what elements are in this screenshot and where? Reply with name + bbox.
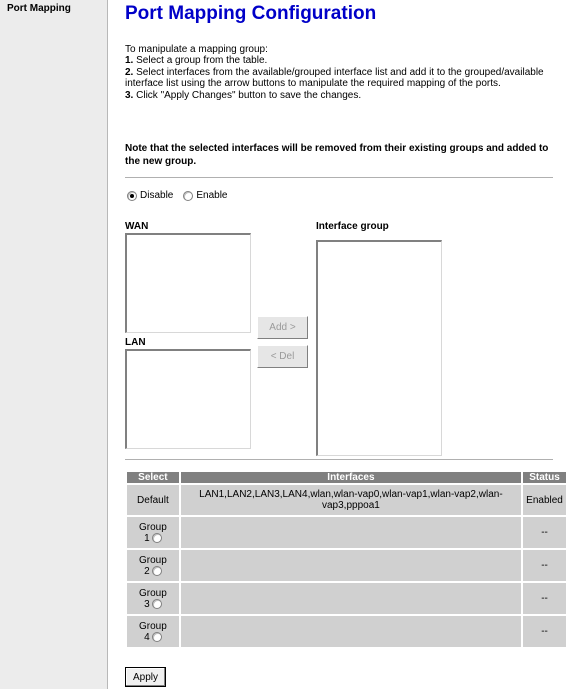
interface-group-listbox[interactable] <box>316 240 442 456</box>
step-text: Select interfaces from the available/grouped interface list and add it to the grouped/available interface list using the arrow buttons to manipulate the required mapping of the ports. <box>125 66 544 90</box>
row-status: -- <box>523 616 566 647</box>
step-number: 2. <box>125 66 134 78</box>
disable-radio[interactable] <box>127 191 137 201</box>
del-button[interactable]: < Del <box>257 345 308 368</box>
disable-option[interactable] <box>127 190 173 201</box>
add-button[interactable]: Add > <box>257 316 308 339</box>
table-header-row <box>127 472 566 483</box>
group-number: 1 <box>144 532 150 544</box>
main-content <box>108 0 568 689</box>
wan-label: WAN <box>125 221 149 232</box>
row-interfaces <box>181 616 521 647</box>
header-status: Status <box>523 472 566 483</box>
group-3-radio[interactable] <box>152 599 162 609</box>
row-interfaces: LAN1,LAN2,LAN3,LAN4,wlan,wlan-vap0,wlan-vap1,wlan-vap2,wlan-vap3,pppoa1 <box>181 485 521 515</box>
group-2-radio[interactable] <box>152 566 162 576</box>
wan-listbox[interactable] <box>125 233 251 333</box>
apply-button[interactable]: Apply <box>125 667 166 687</box>
group-4-radio[interactable] <box>152 632 162 642</box>
instruction-step-2 <box>125 67 555 90</box>
page-title: Port Mapping Configuration <box>125 3 377 24</box>
group-number: 4 <box>144 631 150 643</box>
sidebar-item-port-mapping[interactable]: Port Mapping <box>7 3 71 14</box>
row-select <box>127 583 179 614</box>
step-number: 3. <box>125 89 134 101</box>
group-label: Group <box>139 521 167 533</box>
step-text: Click "Apply Changes" button to save the changes. <box>133 89 362 101</box>
group-label: Group <box>139 587 167 599</box>
divider <box>125 177 553 178</box>
enable-label: Enable <box>196 190 228 201</box>
row-status: -- <box>523 517 566 548</box>
sidebar <box>0 0 108 689</box>
group-1-radio[interactable] <box>152 533 162 543</box>
instruction-step-3 <box>125 90 555 101</box>
lan-label: LAN <box>125 337 146 348</box>
instructions <box>125 44 555 101</box>
note-text: Note that the selected interfaces will be removed from their existing groups and added to the new group. <box>125 143 549 167</box>
row-select <box>127 616 179 647</box>
row-select <box>127 517 179 548</box>
group-number: 3 <box>144 598 150 610</box>
table-row <box>127 550 566 581</box>
table-row <box>127 616 566 647</box>
row-status: -- <box>523 583 566 614</box>
step-number: 1. <box>125 55 134 67</box>
table-row <box>127 583 566 614</box>
group-table <box>125 470 568 649</box>
row-interfaces <box>181 550 521 581</box>
enable-option[interactable] <box>183 190 227 201</box>
row-select: Default <box>127 485 179 515</box>
header-select: Select <box>127 472 179 483</box>
row-select <box>127 550 179 581</box>
group-number: 2 <box>144 565 150 577</box>
table-row <box>127 517 566 548</box>
lan-listbox[interactable] <box>125 349 251 449</box>
row-interfaces <box>181 583 521 614</box>
enable-radio[interactable] <box>183 191 193 201</box>
interface-group-label: Interface group <box>316 221 389 232</box>
group-label: Group <box>139 620 167 632</box>
step-text: Select a group from the table. <box>133 55 268 67</box>
header-interfaces: Interfaces <box>181 472 521 483</box>
disable-label: Disable <box>140 190 174 201</box>
instructions-intro: To manipulate a mapping group: <box>125 44 268 55</box>
row-interfaces <box>181 517 521 548</box>
table-row <box>127 485 566 515</box>
row-status: -- <box>523 550 566 581</box>
instruction-step-1 <box>125 55 555 66</box>
divider <box>125 459 553 460</box>
mode-radio-group <box>127 190 238 201</box>
row-status: Enabled <box>523 485 566 515</box>
group-label: Group <box>139 554 167 566</box>
